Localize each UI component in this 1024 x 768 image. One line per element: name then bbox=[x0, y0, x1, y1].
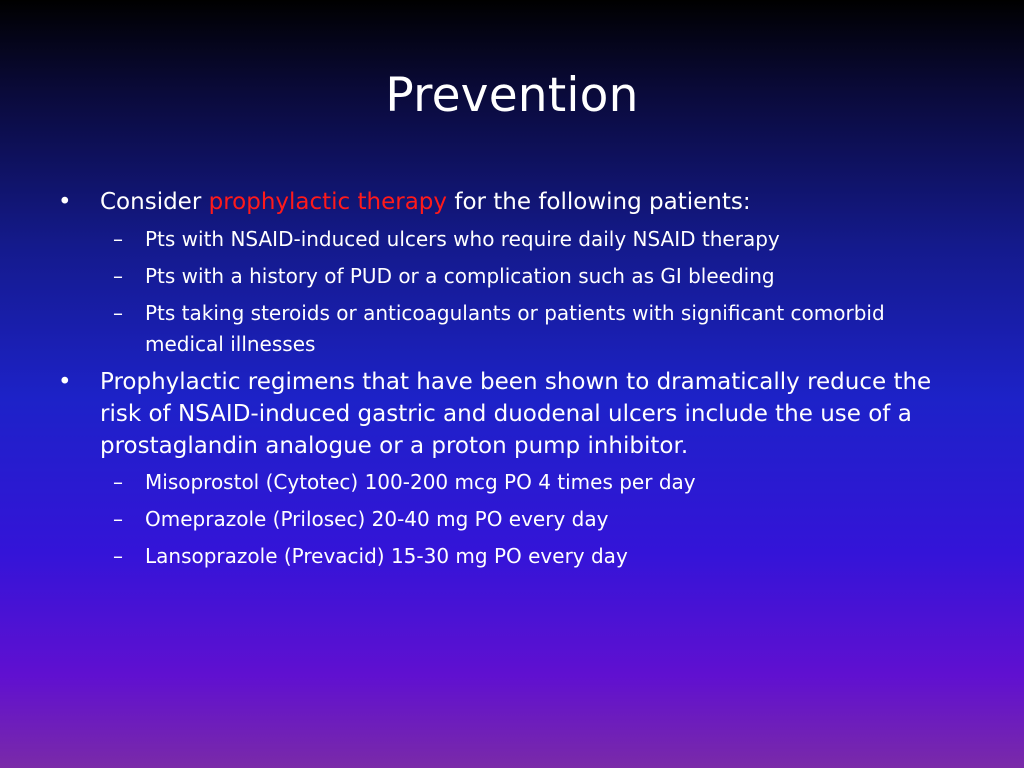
bullet-dot-icon: • bbox=[58, 369, 72, 395]
sub-bullet-pud-history bbox=[56, 261, 956, 292]
slide-body bbox=[56, 182, 956, 572]
sub-bullet-nsaid-ulcers bbox=[56, 224, 956, 255]
sub-bullet-omeprazole bbox=[56, 504, 956, 535]
sub-bullet-misoprostol bbox=[56, 467, 956, 498]
dash-icon: – bbox=[113, 227, 123, 251]
sub-bullet-text: Pts taking steroids or anticoagulants or patients with significant comorbid medical illnesses bbox=[145, 301, 885, 356]
dash-icon: – bbox=[113, 470, 123, 494]
dash-icon: – bbox=[113, 544, 123, 568]
sub-bullet-text: Omeprazole (Prilosec) 20-40 mg PO every day bbox=[145, 507, 609, 531]
bullet-consider bbox=[56, 186, 956, 218]
bullet-text-after: for the following patients: bbox=[447, 189, 751, 215]
bullet-dot-icon: • bbox=[58, 189, 72, 215]
sub-bullet-lansoprazole bbox=[56, 541, 956, 572]
dash-icon: – bbox=[113, 301, 123, 325]
sub-bullet-text: Lansoprazole (Prevacid) 15-30 mg PO every day bbox=[145, 544, 628, 568]
dash-icon: – bbox=[113, 264, 123, 288]
sub-bullet-steroids bbox=[56, 298, 956, 360]
bullet-text-before: Consider bbox=[100, 189, 209, 215]
slide-title: Prevention bbox=[385, 68, 639, 123]
highlight-prophylactic-therapy: prophylactic therapy bbox=[208, 189, 448, 215]
dash-icon: – bbox=[113, 507, 123, 531]
bullet-text: Prophylactic regimens that have been shown to dramatically reduce the risk of NSAID-induced gastric and duodenal ulcers include the use of a prostaglandin analogue or a proton pump inhibitor. bbox=[100, 369, 932, 459]
sub-bullet-text: Misoprostol (Cytotec) 100-200 mcg PO 4 times per day bbox=[145, 470, 696, 494]
bullet-regimens bbox=[56, 366, 956, 462]
sub-bullet-text: Pts with a history of PUD or a complication such as GI bleeding bbox=[145, 264, 775, 288]
sub-bullet-text: Pts with NSAID-induced ulcers who require daily NSAID therapy bbox=[145, 227, 780, 251]
